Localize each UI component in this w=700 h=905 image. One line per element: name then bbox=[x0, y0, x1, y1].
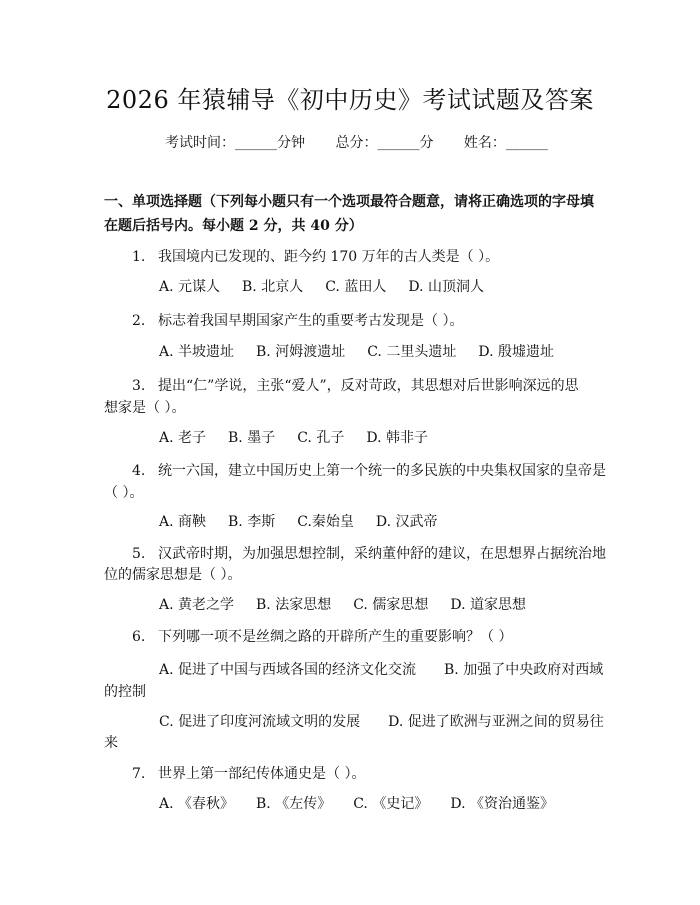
question-6 bbox=[132, 626, 512, 646]
option-a: A. 老子 bbox=[159, 430, 207, 446]
page-title: 2026 年猿辅导《初中历史》考试试题及答案 bbox=[106, 86, 594, 114]
option-b: B. 《左传》 bbox=[256, 796, 332, 812]
option-d: D. 韩非子 bbox=[366, 430, 428, 446]
question-text: 我国境内已发现的、距今约 170 万年的古人类是（ ）。 bbox=[158, 249, 500, 265]
question-number: 5. bbox=[132, 546, 146, 562]
option-b: B. 北京人 bbox=[242, 279, 304, 295]
option-a: A. 《春秋》 bbox=[159, 796, 235, 812]
option-d: D. 殷墟遗址 bbox=[478, 344, 554, 360]
option-b: B. 法家思想 bbox=[256, 597, 332, 613]
option-b: B. 河姆渡遗址 bbox=[256, 344, 346, 360]
option-a: A. 黄老之学 bbox=[159, 597, 235, 613]
option-a: A. 商鞅 bbox=[159, 514, 207, 530]
option-d: D. 道家思想 bbox=[450, 597, 526, 613]
question-number: 6. bbox=[132, 629, 146, 645]
option-a: A. 半坡遗址 bbox=[159, 344, 235, 360]
question-number: 1. bbox=[132, 249, 146, 265]
question-6-options-cd: C. 促进了印度河流域文明的发展 D. 促进了欧洲与亚洲之间的贸易往 bbox=[159, 714, 604, 730]
exam-time: 考试时间：______分钟 bbox=[165, 135, 305, 151]
question-2-options bbox=[159, 341, 576, 361]
option-a: A. 元谋人 bbox=[159, 279, 221, 295]
question-text: 标志着我国早期国家产生的重要考古发现是（ ）。 bbox=[158, 313, 464, 329]
exam-meta bbox=[165, 132, 574, 152]
question-text: 世界上第一部纪传体通史是（ ）。 bbox=[158, 766, 366, 782]
question-7 bbox=[132, 763, 365, 783]
question-2 bbox=[132, 310, 463, 330]
question-3-continued: 想家是（ ）。 bbox=[104, 400, 186, 416]
question-6-options-cd-continued: 来 bbox=[104, 735, 118, 751]
question-number: 3. bbox=[132, 378, 146, 394]
option-d: D. 汉武帝 bbox=[375, 514, 438, 530]
option-d: D. 山顶洞人 bbox=[408, 279, 484, 295]
option-c: C. 孔子 bbox=[297, 430, 345, 446]
question-5 bbox=[132, 543, 606, 563]
question-3-options bbox=[159, 427, 450, 447]
question-text: 统一六国，建立中国历史上第一个统一的多民族的中央集权国家的皇帝是 bbox=[158, 463, 606, 479]
question-3 bbox=[132, 375, 579, 395]
question-4-options bbox=[159, 511, 460, 531]
option-c: C.秦始皇 bbox=[297, 514, 354, 530]
option-b: B. 墨子 bbox=[228, 430, 276, 446]
option-d: D. 《资治通鉴》 bbox=[450, 796, 554, 812]
option-c: C. 二里头遗址 bbox=[367, 344, 457, 360]
question-text: 汉武帝时期，为加强思想控制，采纳董仲舒的建议，在思想界占据统治地 bbox=[158, 546, 606, 562]
question-1 bbox=[132, 246, 499, 266]
option-c: C. 儒家思想 bbox=[353, 597, 429, 613]
question-number: 7. bbox=[132, 766, 146, 782]
exam-total-score: 总分：______分 bbox=[335, 135, 434, 151]
question-7-options bbox=[159, 793, 576, 813]
question-4 bbox=[132, 460, 606, 480]
option-c: C. 蓝田人 bbox=[325, 279, 387, 295]
section-heading: 一、单项选择题（下列每小题只有一个选项最符合题意，请将正确选项的字母填在题后括号内。每小题 2 分，共 40 分） bbox=[104, 194, 594, 234]
student-name: 姓名：______ bbox=[463, 135, 548, 151]
question-4-continued: （ ）。 bbox=[104, 485, 144, 501]
question-text: 提出“仁”学说，主张“爱人”，反对苛政，其思想对后世影响深远的思 bbox=[158, 378, 579, 394]
question-number: 4. bbox=[132, 463, 146, 479]
question-number: 2. bbox=[132, 313, 146, 329]
question-6-options-ab: A. 促进了中国与西域各国的经济文化交流 B. 加强了中央政府对西域 bbox=[159, 662, 604, 678]
option-b: B. 李斯 bbox=[228, 514, 276, 530]
question-5-options bbox=[159, 594, 548, 614]
question-6-options-ab-continued: 的控制 bbox=[104, 684, 146, 700]
option-c: C. 《史记》 bbox=[353, 796, 429, 812]
question-1-options bbox=[159, 276, 506, 296]
question-text: 下列哪一项不是丝绸之路的开辟所产生的重要影响？（ ） bbox=[158, 629, 513, 645]
question-5-continued: 位的儒家思想是（ ）。 bbox=[104, 567, 242, 583]
